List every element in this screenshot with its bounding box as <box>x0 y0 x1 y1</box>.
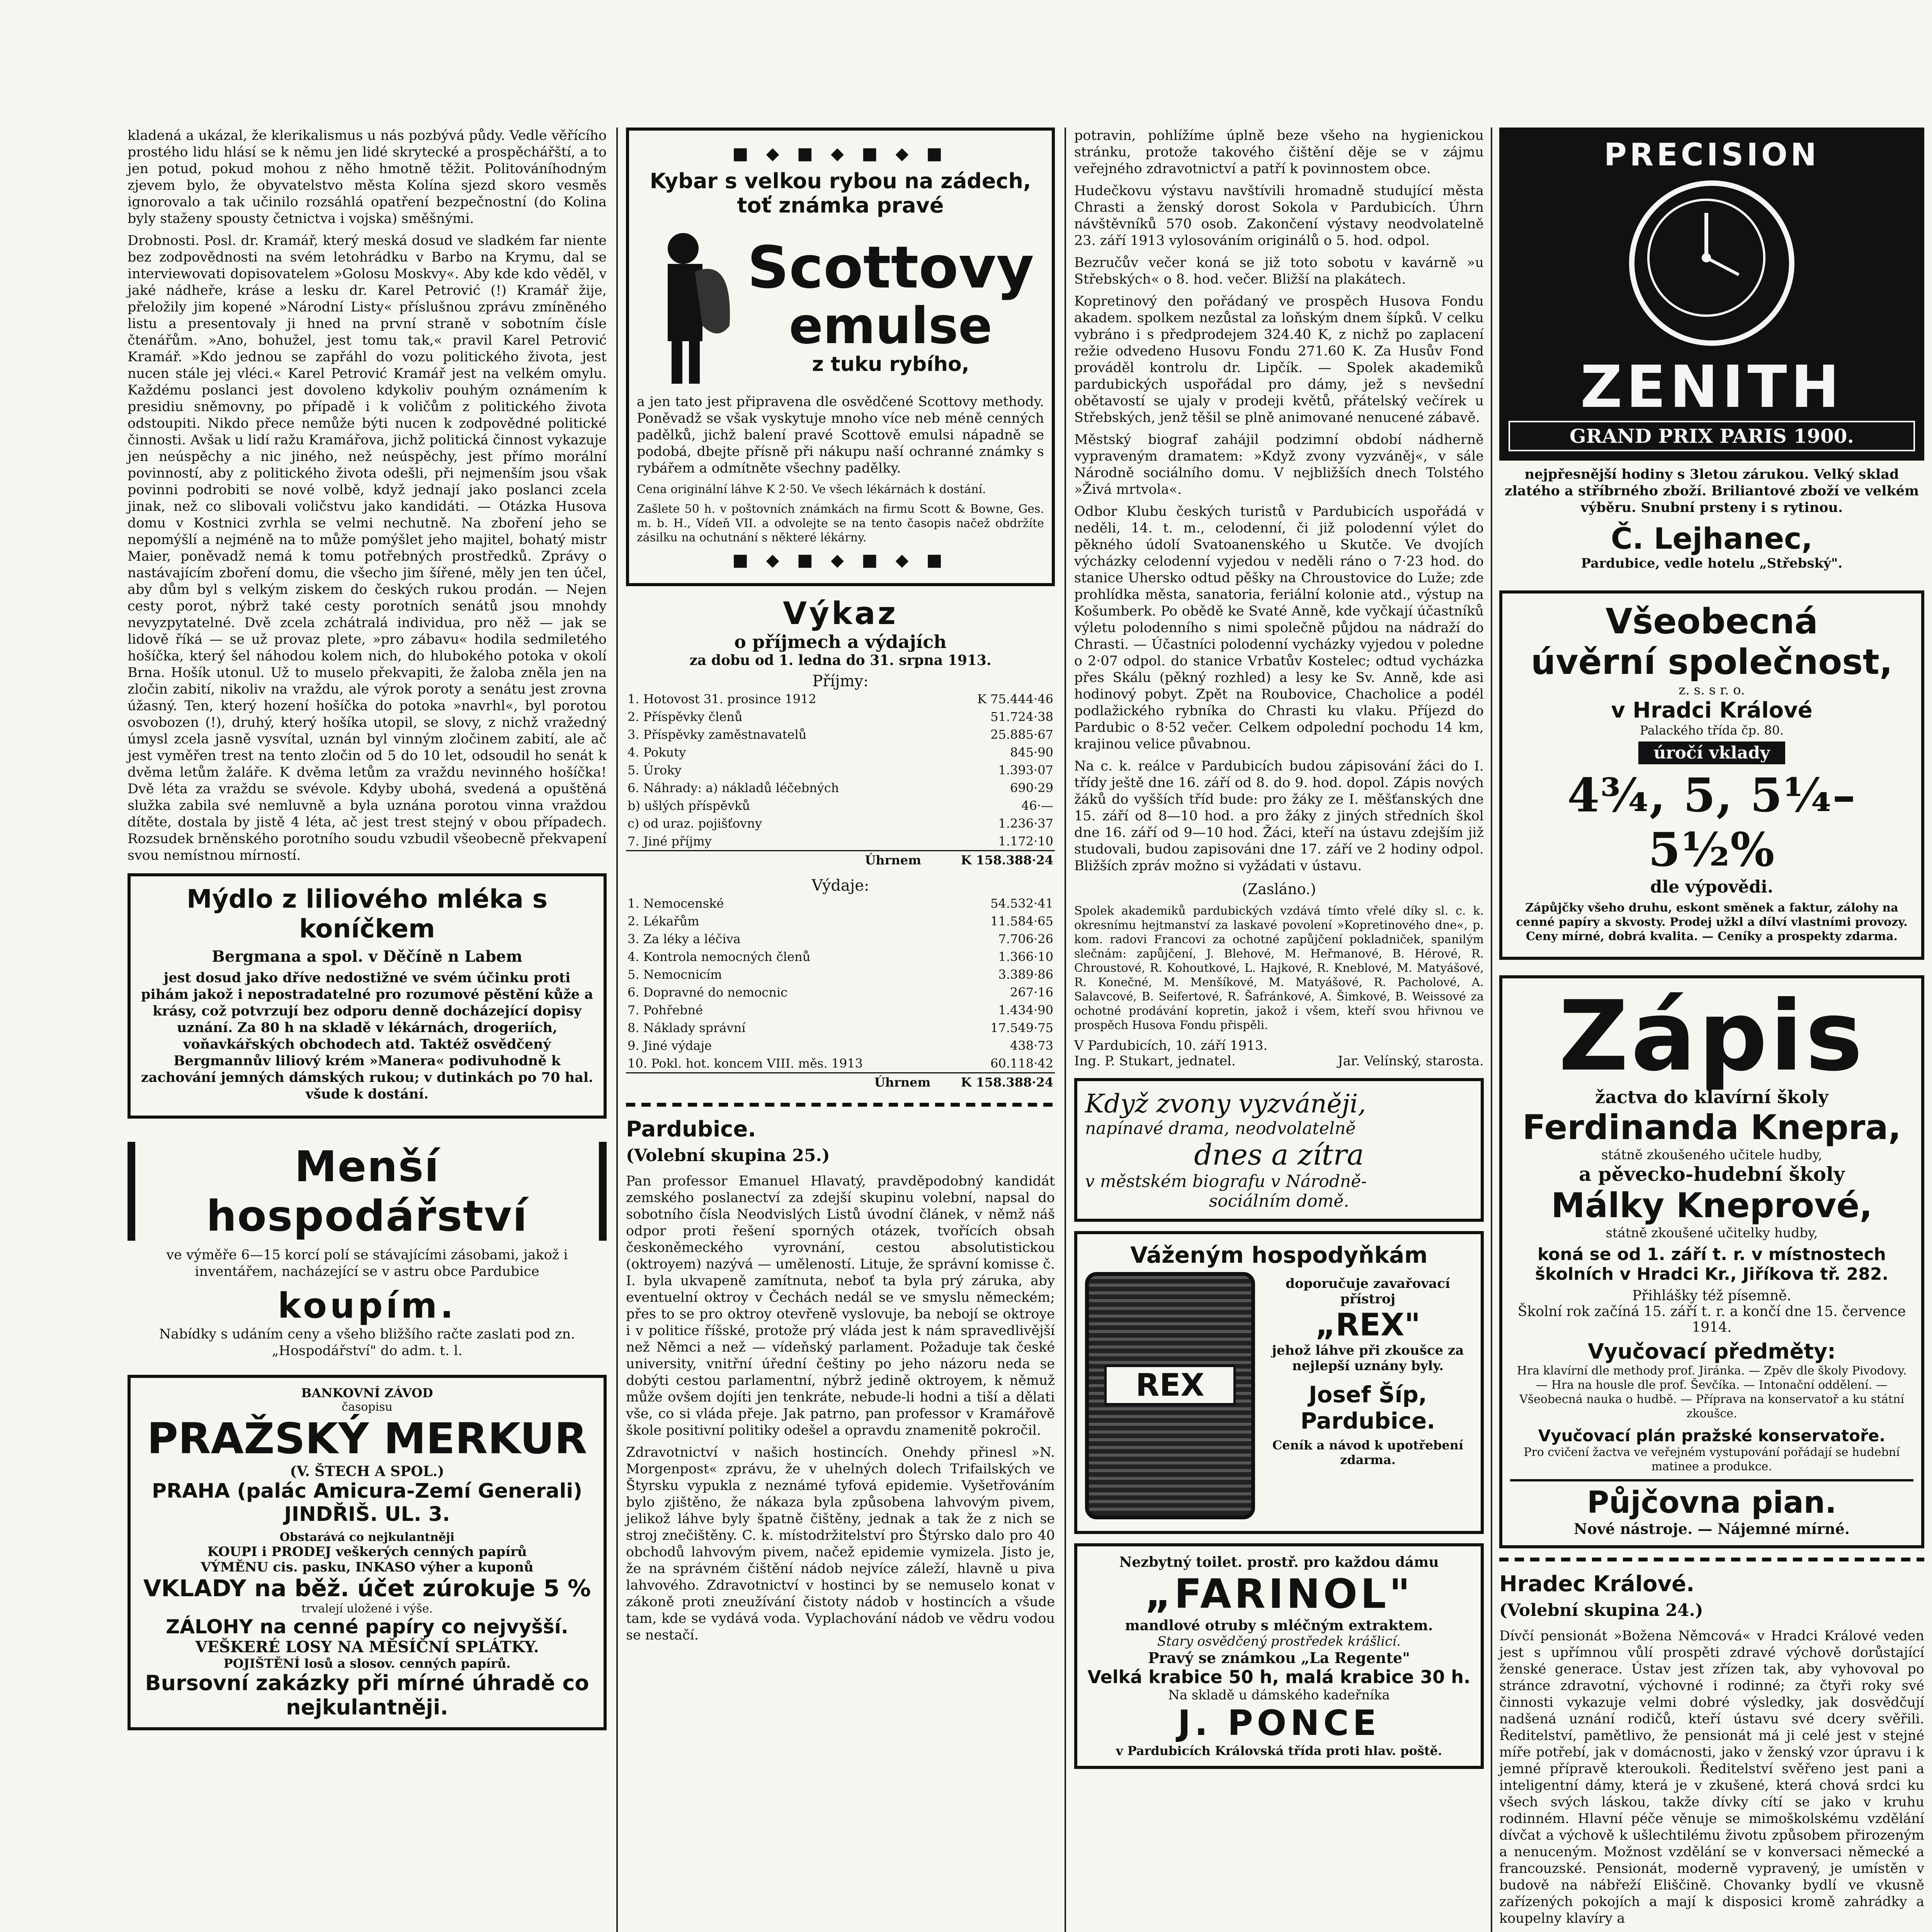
zapis-name-1: Ferdinanda Knepra, <box>1522 1107 1901 1147</box>
bank-title-2: úvěrní společnost, <box>1531 642 1893 682</box>
ad-bank-name: PRAŽSKÝ MERKUR <box>147 1414 587 1463</box>
ad-scott-body: a jen tato jest připravena dle osvědčené Scottovy methody. Poněvadž se však vyskytuje mnoho více neb méně cenných padělků, jichž balení pravé Scottově emulsi nápadně se podobá, dbejte přísně při nákupu naší ochranné známky s rybářem a odmítněte všechny padělky. <box>637 394 1044 476</box>
article-paragraph: Na c. k. reálce v Pardubicích budou zápisování žáci do I. třídy ještě dne 16. září od 8. do 9. hod. dopol. Zápis nových žáků do vyšších tříd bude: pro žáky ze I. měšťanských dne 15. září od 8—10 hod. a pro žáky z jiných středních škol dne 16. září od 9—10 hod. Žáci, kteří na ústavu zdejším již studovali, budou zapisováni dne 17. září ve 2 hodiny odpol. Bližších zpráv možno si vyžádati v ústavu. <box>1074 759 1484 874</box>
zapis-line: státně zkoušené učitelky hudby, <box>1605 1225 1818 1241</box>
ad-bank-sub: časopisu <box>342 1400 393 1414</box>
rex-desc: jehož láhve při zkoušce za nejlepší uznány byly. <box>1272 1343 1464 1374</box>
farinol-note: Stary osvědčený prostředek krášlicí. <box>1157 1634 1401 1649</box>
movie-line: napínavé drama, neodvolatelně <box>1085 1119 1356 1138</box>
ad-scott-brand: Scottovy <box>747 234 1034 301</box>
zapis-plan: Vyučovací plán pražské konservatoře. <box>1538 1426 1886 1445</box>
farinol-price: Velká krabice 50 h, malá krabice 30 h. <box>1087 1667 1471 1687</box>
thank-you-letter: Spolek akademiků pardubických vzdává tímto vřelé díky sl. c. k. okresnímu hejtmanství za laskavé povolení »Kopretinového dne«, p. kom. radovi Francovi za ochotné zapůjčení pokladniček, spanilým slečnám: zapůjčení, J. Blehové, M. Heřmanové, B. Hérové, R. Chroustové, R. Kohoutkové, L. Hajkové, R. Kneblové, M. Matyášové, R. Konečné, M. Menšíkové, M. Matyášové, R. Pacholové, A. Salavcové, B. Seifertové, R. Šafránkové, A. Šimkové, B. Weissové za ochotné prodávání kopretin, jakož i všem, kteří svou hřivnou ve prospěch Husova Fondu přispěli. <box>1074 904 1484 1032</box>
report-row-value: 51.724·38 <box>990 709 1053 724</box>
report-row <box>626 743 1055 761</box>
ad-farm-text: ve výměře 6—15 korcí polí se stávajícími zásobami, jakož i inventářem, nacházející se v astru obce Pardubice <box>166 1247 568 1279</box>
ad-bank-line: VKLADY na běž. účet zúrokuje 5 % <box>143 1575 591 1602</box>
report-row <box>626 966 1055 983</box>
article-paragraph: Pan professor Emanuel Hlavatý, pravděpodobný kandidát zemského poslanectví za zdejší skupinu volební, napsal do sobotního čísla Neodvislých Listů úvodní článek, v němž náš odpor proti řešení sporných otázek, tvořících obsah českoněmeckého vyrovnání, cestou absolutistickou (oktroyem) nazývá — uměleností. Lituje, že správní komisse č. I. byla ukvapeně zamítnuta, neboť ta byla prý záruka, aby eventuelní oktroy v Čechách nedál se ve smyslu německém; přes to se pro oktroy otevřeně vyslovuje, ba nebojí se oktroye i v politice říšské, protože prý vláda jest k nám spravedlivější než Němci a než — vídeňský parlament. Požaduje tak české university, vnitřní úřední češtiny po jeho názoru neda se dobýti cestou parlamentní, nýbrž jedině oktroyem, k němuž může ovšem dojíti jen tenkráte, nebude-li hodni a tiší a dělati vše, co si vláda přeje. Jak patrno, pan professor v Kramářově škole positivní politiky odešel a opravdu znamenitě pokročil. <box>626 1173 1055 1438</box>
report-row-value: 11.584·65 <box>990 914 1053 929</box>
rex-recommend: doporučuje zavařovací přístroj <box>1286 1276 1450 1307</box>
report-row-value: 1.434·90 <box>998 1003 1053 1017</box>
article-paragraph: Zdravotnictví v našich hostincích. Onehdy přinesl »N. Morgenpost« zprávu, že v uhelných dolech Trifailských ve Štyrsku vypukla z neznámé tyfová epidemie. Vyšetřováním bylo zjištěno, že nákaza byla způsobena lahvovým pivem, jelikož láhve byly špatně čištěny, jednak a tak že z nich se stroj znečištěny. C. k. místodržitelství pro Štýrsko dalo pro 40 obchodů lahvovým pivem, načež epidemie vymizela. Jisto je, že na správném čištění nádob nejvíce záleží, hlavně u piva lahvového. Zdravotnictví v hostinci by se nemuselo konat v zákoně proti zneužívání čistoty nádob v hostincích a všude tam, kde se vydává voda. Vyplachování nádob ve vědru vodou se nestačí. <box>626 1445 1055 1643</box>
ad-bank-line: KOUPI i PRODEJ veškerých cenných papírů <box>207 1544 527 1560</box>
report-row <box>626 726 1055 743</box>
ad-music-school <box>1499 975 1924 1548</box>
report-title: Výkaz <box>783 595 898 631</box>
report-row-value: K 75.444·46 <box>977 692 1053 706</box>
bank-note: dle výpovědi. <box>1650 877 1774 897</box>
report-row-label: c) od uraz. pojišťovny <box>628 816 762 831</box>
report-row-value: 438·73 <box>1010 1038 1053 1053</box>
report-row <box>626 832 1055 851</box>
report-row <box>626 948 1055 966</box>
report-row <box>626 1001 1055 1019</box>
movie-line: dnes a zítra <box>1194 1138 1364 1172</box>
ad-bank-line: Obstarává co nejkulantněji <box>279 1531 455 1544</box>
zapis-line: koná se od 1. září t. r. v místnostech školních v Hradci Kr., Jiříkova tř. 282. <box>1535 1245 1889 1284</box>
ad-bank-top: BANKOVNÍ ZÁVOD <box>301 1386 433 1400</box>
section-sub-pardubice: (Volební skupina 25.) <box>626 1146 830 1165</box>
zapis-line: Přihlášky též písemně. <box>1632 1288 1791 1304</box>
report-row-label: 3. Příspěvky zaměstnavatelů <box>628 727 807 742</box>
report-row-label: 4. Pokuty <box>628 745 686 760</box>
report-total-row <box>626 1073 1055 1092</box>
article-paragraph: Drobnosti. Posl. dr. Kramář, který meská dosud ve sladkém far niente bez zodpovědnosti na svém letohrádku v Barbo na Krymu, dal se interviewovati dopisovatelem »Golosu Moskvy«. Aby kde kdo věděl, v jaké nádheře, kráse a lesku dr. Karel Petrović (!) Kramář žije, přeložily jim kopené »Národní Listy« příslušnou zprávu zmíněného listu a presentovaly ji hned na první straně v sobotním čísle čtenářům. »Ano, bohužel, jest tomu tak,« pravil Karel Petrović Kramář. »Kdo jednou se zapřáhl do vozu politického života, jest nucen stále jej vléci.« Karel Petrović Kramář jest na velkém omylu. Každému poslanci jest dovoleno kdykoliv pouhým oznámením k presidiu sněmovny, po případě i k voličům z politického života odstoupiti. Nikdo přece nemůže býti nucen k zodpovědné politické činnosti. Avšak u lidí ražu Kramářova, jichž politická činnost vykazuje jen neúspěchy a nic jiného, než neúspěchy, jest přímo morální povinností, aby z politického života odešli, při nejmenším jsou však povinni podrobiti se nové volbě, když jednají jako poslanci zcela jinak, než co slibovali voličstvu jako kandidáti. — Otázka Husova domu v Kostnici zvrhla se velmi nechutně. Na zboření jeho se nepomýšlí a nejméně na to může pomýšlet jeho majitel, bohatý mistr Maier, poněvadž nemá k tomu potřebných prostředků. Zprávy o nastávajícím zboření domu, die všecho jim šířené, měly jen ten účel, aby dům byl s velkým ziskem do českých rukou prodán. — Nejen cesty porot, nýbrž také cesty porotních senátů jsou mnohdy nevyzpytatelné. Dvě zcela zchátralá individua, pro něž — jak se lidově říká — se už provaz plete, »pro zábavu« hodila sedmiletého hošíčka, který šel náhodou kolem nich, do hlubokého potoka v okolí Brna. Hošík utonul. Už to muselo překvapiti, že žaloba zněla jen na zločin zabití, nikoliv na vraždu, ale výrok poroty a senátu jest zrovna úžasný. Ten, který hození hošíčka do potoka »navrhl«, byl porotou osvobozen (!), druhý, který hošíka utopil, se slovy, z nichž vražedný úmysl zcela jasně vysvítal, uznán byl vinným zločinem zabití, ale ač jest vyměřen trest na tento zločin od 5 do 10 let, odsoudil ho senát k dvěma letům žaláře. K dvěma letům za vraždu nevinného hošíčka! Dvě léta za vraždu se svévole. Kdyby ubohá, svedená a opuštěná služka zabila své nemluvně a byla uznána porotou vinna vraždou dítěte, dostala by jistě 4 léta, ač jest trest stejný v obou případech. Rozsudek brněnského porotního soudu vzbudil všeobecně překvapení svou nemístnou mírností. <box>128 233 607 863</box>
article-paragraph: Hudečkovu výstavu navštívili hromadně studující města Chrasti a ženský dorost Sokola v Pardubicích. Úhrn návštěvníků 570 osob. Zakončení výstavy neodvolatelně 23. září 1913 vylosováním originálů o 5. hod. odpol. <box>1074 183 1484 248</box>
column-1 <box>128 128 607 1740</box>
section-head-hradec: Hradec Králové. <box>1499 1571 1695 1597</box>
ad-rex <box>1074 1231 1484 1534</box>
ad-bank-line: VÝMĚNU cis. pasku, INKASO výher a kuponů <box>201 1560 534 1575</box>
ad-soap-text: jest dosud jako dříve nedostižné ve svém účinku proti pihám jakož i nepostradatelné pro rozumové pěstění kůže a krásy, což potvrzují bez odporu denně docházející dopisy uznání. Za 80 h na skladě v lékárnách, drogeriích, voňavkářských obchodech atd. Taktéž osvědčený Bergmannův liliový krém »Manera« podivuhodně k zachování jemných dámských rukou; v dutinkách po 70 hal. všude k dostání. <box>141 970 594 1102</box>
article-paragraph: Městský biograf zahájil podzimní období nádherně vypraveným dramatem: »Když zvony vyzváněj«, v sále Národně sociálního domu. V nejbližších dnech Tolstého »Živá mrtvola«. <box>1074 432 1484 497</box>
bank-address: Palackého třída čp. 80. <box>1639 723 1784 738</box>
ad-bank-line: POJIŠTĚNÍ losů a slosov. cenných papírů. <box>223 1656 511 1671</box>
article-paragraph: Odbor Klubu českých turistů v Pardubicích uspořádá v neděli, 14. t. m., celodenní, či již polodenní výlet do pěkného údolí Svatoanenského u Skutče. Ve dvojích výcházky celodenní vyjedou v neděli ráno o 7·23 hod. do stanice Uhersko odtud pěšky na Chroustovice do Luže; zde prohlídka města, sanatoria, feriální kolonie atd., výstup na Košumberk. Po obědě ke Svaté Anně, kde vyčkají účastníků výletu polodenního s nimi společně půjdou na nádraží do Chrasti. — Účastníci polodenní vycházky vyjedou v poledne o 2·07 odpol. do stanice Vrbatův Kostelec; odtud vycházka přes Skálu (pěkný rozhled) a lesy ke Sv. Anně, kde asi hodinový pobyt. Zpět na Roubovice, Chacholice a podél podlažického rybníka do Chrasti ku vlaku. Příjezd do Pardubic o 8·52 večer. Celkem odpolední pochodu 14 km, krajinou velice půvabnou. <box>1074 504 1484 752</box>
ad-soap-title: Mýdlo z liliového mléka s koníčkem <box>186 884 548 944</box>
report-row-label: 2. Příspěvky členů <box>628 709 743 724</box>
ad-farm-note: Nabídky s udáním ceny a všeho bližšího račte zaslati pod zn. „Hospodářství" do adm. t. l. <box>159 1327 575 1359</box>
ad-scott-border-dots: ■ ◆ ■ ◆ ■ ◆ ■ <box>732 550 949 570</box>
report-total-label: Úhrnem <box>626 1073 932 1092</box>
letter-sign-right: Jar. Velínský, starosta. <box>1338 1053 1484 1069</box>
bank-interest-rate: 4¾, 5, 5¼–5½% <box>1567 768 1856 877</box>
report-total-value: K 158.388·24 <box>932 1073 1055 1092</box>
report-row-value: 845·90 <box>1010 745 1053 760</box>
report-row-label: 8. Náklady správní <box>628 1020 746 1035</box>
rex-catalog: Ceník a návod k upotřebení zdarma. <box>1272 1438 1464 1467</box>
section-divider <box>1499 1558 1924 1561</box>
farinol-top: Nezbytný toilet. prostř. pro každou dámu <box>1119 1554 1439 1570</box>
farinol-desc: mandlové otruby s mléčným extraktem. <box>1125 1617 1433 1634</box>
financial-report <box>626 595 1055 1091</box>
report-row-value: 1.236·37 <box>998 816 1053 831</box>
piano-rental-title: Půjčovna pian. <box>1510 1479 1913 1520</box>
zapis-subjects-head: Vyučovací předměty: <box>1588 1339 1836 1364</box>
zaslano-label: (Zasláno.) <box>1242 881 1316 898</box>
report-row-label: 5. Nemocnicím <box>628 967 722 982</box>
ad-bank-merkur <box>128 1375 607 1730</box>
article-paragraph: Bezručův večer koná se již toto sobotu v kavárně »u Střebských« o 8. hod. večer. Bližší na plakátech. <box>1074 255 1484 287</box>
report-row-value: 1.393·07 <box>998 763 1053 777</box>
zapis-line: státně zkoušeného učitele hudby, <box>1601 1147 1822 1163</box>
report-total-row <box>626 851 1055 869</box>
report-row-label: 2. Lékařům <box>628 914 699 929</box>
column-2 <box>626 128 1055 1649</box>
farinol-stock: Na skladě u dámského kadeřníka <box>1168 1687 1390 1703</box>
bank-text: Zápůjčky všeho druhu, eskont směnek a faktur, zálohy na cenné papíry a skvosty. Prodej užkl a dílví vlastními provozy. Ceny mírné, dobrá kvalita. — Ceníky a prospekty zdarma. <box>1516 901 1908 943</box>
movie-line: v městském biografu v Národně- <box>1085 1172 1367 1191</box>
fisherman-with-fish-icon <box>637 225 737 388</box>
report-row-label: 5. Úroky <box>628 763 682 777</box>
report-row <box>626 1019 1055 1037</box>
zenith-address: Pardubice, vedle hotelu „Střebský". <box>1581 556 1843 571</box>
report-expense-label: Výdaje: <box>811 877 869 895</box>
ad-farm-verb: koupím. <box>277 1286 457 1326</box>
report-row <box>626 761 1055 779</box>
report-row-value: 7.706·26 <box>998 932 1053 946</box>
zapis-line: Školní rok začíná 15. září t. r. a končí dne 15. července 1914. <box>1517 1304 1906 1335</box>
pocket-watch-icon <box>1629 180 1794 346</box>
farinol-brand: „FARINOL" <box>1145 1570 1413 1617</box>
ad-scott-send: Zašlete 50 h. v poštovních známkách na firmu Scott & Bowne, Ges. m. b. H., Vídeň VII. a odvolejte se na tento časopis načež obdržíte zásilku na ochutnání s některé lékárny. <box>637 502 1044 544</box>
ad-bank-city: PRAHA (palác Amicura-Zemí Generali) JINDŘIŠ. UL. 3. <box>151 1480 583 1526</box>
report-row <box>626 1037 1055 1054</box>
movie-line: Když zvony vyzváněji, <box>1085 1089 1366 1119</box>
report-income-label: Příjmy: <box>812 672 869 690</box>
report-row-label: 6. Náhrady: a) nákladů léčebných <box>628 781 839 795</box>
column-3 <box>1074 128 1484 1778</box>
section-head-pardubice: Pardubice. <box>626 1117 756 1142</box>
ad-bank-line: ZÁLOHY na cenné papíry co nejvyšší. <box>166 1616 568 1638</box>
letter-sign-left: Ing. P. Stukart, jednatel. <box>1074 1053 1236 1069</box>
report-row-value: 1.366·10 <box>998 949 1053 964</box>
zapis-subjects: Hra klavírní dle methody prof. Jiránka. — Zpěv dle školy Pivodovy. — Hra na housle dle prof. Ševčíka. — Intonační oddělení. — Všeobecná nauka o hudbě. — Příprava na konservatoř a ku státní zkoušce. <box>1517 1364 1907 1420</box>
report-row-value: 54.532·41 <box>990 896 1053 911</box>
farinol-address: v Pardubicích Královská třída proti hlav. poště. <box>1116 1743 1442 1758</box>
report-row-label: 1. Nemocenské <box>628 896 724 911</box>
report-row <box>626 815 1055 832</box>
column-rule <box>1491 128 1492 1932</box>
zapis-note: Pro cvičení žactva ve veřejném vystupování pořádají se hudební matinee a produkce. <box>1524 1446 1900 1473</box>
report-row-label: 4. Kontrola nemocných členů <box>628 949 811 964</box>
report-row <box>626 708 1055 726</box>
ad-soap-firm: Bergmana a spol. v Děčíně n Labem <box>212 947 522 966</box>
rex-brand: „REX" <box>1315 1307 1421 1343</box>
rex-seller: Josef Šíp, Pardubice. <box>1300 1381 1435 1434</box>
zapis-line: a pěvecko-hudební školy <box>1578 1163 1845 1185</box>
zenith-brand: PRECISION <box>1604 137 1820 173</box>
report-period: za dobu od 1. ledna do 31. srpna 1913. <box>689 652 992 668</box>
ad-bank-firm: (V. ŠTECH A SPOL.) <box>290 1463 444 1480</box>
report-row-value: 60.118·42 <box>990 1056 1053 1071</box>
report-row-value: 3.389·86 <box>998 967 1053 982</box>
section-sub-hradec: (Volební skupina 24.) <box>1499 1600 1703 1620</box>
report-row-value: 25.885·67 <box>990 727 1053 742</box>
report-row-label: b) ušlých příspěvků <box>628 798 750 813</box>
ad-scott-price: Cena originální láhve K 2·50. Ve všech lékárnách k dostání. <box>637 483 986 496</box>
ad-soap <box>128 873 607 1119</box>
letter-place: V Pardubicích, 10. září 1913. <box>1074 1038 1268 1053</box>
rex-can-label: REX <box>1104 1365 1236 1405</box>
report-row <box>626 895 1055 912</box>
column-rule <box>1065 128 1066 1932</box>
ad-farinol <box>1074 1543 1484 1769</box>
zapis-name-2: Málky Kneprové, <box>1551 1185 1872 1225</box>
report-row-label: 1. Hotovost 31. prosince 1912 <box>628 692 816 706</box>
report-row-value: 267·16 <box>1010 985 1053 1000</box>
report-total-value: K 158.388·24 <box>923 851 1055 869</box>
ad-bank-line: trvalejí uložené i výše. <box>301 1602 433 1616</box>
income-table <box>626 690 1055 869</box>
report-row <box>626 797 1055 815</box>
movie-line: sociálním domě. <box>1209 1191 1349 1211</box>
rex-head: Váženým hospodyňkám <box>1130 1242 1428 1268</box>
report-row <box>626 779 1055 797</box>
ad-farm-title: Menší hospodářství <box>128 1142 607 1241</box>
zenith-seller: Č. Lejhanec, <box>1611 521 1813 556</box>
ad-credit-bank <box>1499 590 1924 960</box>
report-row-label: 10. Pokl. hot. koncem VIII. měs. 1913 <box>628 1056 863 1071</box>
ad-scott-border-dots: ■ ◆ ■ ◆ ■ ◆ ■ <box>732 144 949 163</box>
ad-scott-word: emulse <box>789 296 993 355</box>
ad-movie <box>1074 1078 1484 1222</box>
ad-scott-headline: Kybar s velkou rybou na zádech, toť známka pravé <box>650 169 1031 218</box>
report-row <box>626 912 1055 930</box>
report-row-value: 17.549·75 <box>990 1020 1053 1035</box>
preserving-jar-icon <box>1085 1272 1255 1519</box>
zenith-name: ZENITH <box>1580 354 1844 421</box>
report-row-label: 9. Jiné výdaje <box>628 1038 712 1053</box>
report-row-label: 7. Jiné příjmy <box>628 834 712 849</box>
report-row-value: 690·29 <box>1010 781 1053 795</box>
ad-scott <box>626 128 1055 586</box>
farinol-mark: Pravý se známkou „La Regente" <box>1148 1649 1410 1667</box>
report-row-value: 1.172·10 <box>998 834 1053 849</box>
report-row <box>626 690 1055 708</box>
report-row <box>626 930 1055 948</box>
report-row-label: 7. Pohřebné <box>628 1003 703 1017</box>
article-paragraph: potravin, pohlížíme úplně beze všeho na hygienickou stránku, protože takového čištění děje se v zájmu veřejného zdravotnictví a patří k povinnostem obce. <box>1074 128 1484 177</box>
zenith-prize: GRAND PRIX PARIS 1900. <box>1509 421 1915 451</box>
ad-bank-line: VEŠKERÉ LOSY NA MĚSÍČNÍ SPLÁTKY. <box>195 1638 539 1656</box>
ad-farm <box>128 1142 607 1359</box>
zenith-text: nejpřesnější hodiny s 3letou zárukou. Velký sklad zlatého a stříbrného zboží. Briliantové zboží ve velkém výběru. Snubní prsteny i s rytinou. <box>1504 466 1919 515</box>
report-total-label: Úhrnem <box>626 851 923 869</box>
section-divider <box>626 1103 1055 1107</box>
ad-scott-sub: z tuku rybího, <box>812 353 969 376</box>
bank-form: z. s. s r. o. <box>1679 682 1745 698</box>
report-subtitle: o příjmech a výdajích <box>734 631 947 652</box>
report-row <box>626 1054 1055 1073</box>
article-paragraph: Dívčí pensionát »Božena Němcová« v Hradci Králové veden jest s upřímnou vůlí prospěti zdravé výchově dorůstající ženské generace. Ústav jest zřízen tak, aby vyhovoval po stránce zdravotní, výchovné i rodinné; za čtyři roky své činnosti vykazuje velmi dobré výsledky, jak dosvědčují nadšená uznání rodičů, kteří ústavu své dcery svěřili. Ředitelství, pamětlivo, že pensionát má ji celé jest v stejné míře potřebí, jak v domácnosti, jako v ženský vzor úpravu i k jemné přípravě kteroukoli. Ředitelství svěřeno jest pani a inteligentní dámy, která je v zkušené, která chová srdci ku všech svých láskou, takže dívky cítí se jako v kruhu rodinném. Hlavní péče věnuje se mimoškolskému vzdělání dívčat a výchově k ušlechtilému životu způsobem přirozeným a nenuceným. Možnost vzdělání se v konversaci německé a francouzské. Pensionát, moderně vypravený, je umístěn v budově na nábřeží Eliščině. Chovanky bydlí ve vkusně zařízených pokojích a mají k disposici kromě zahrádky a koupelny klavíry a <box>1499 1628 1924 1926</box>
ad-zenith <box>1499 128 1924 461</box>
column-4 <box>1499 128 1924 1932</box>
bank-city: v Hradci Králové <box>1611 698 1813 723</box>
bank-label: úročí vklady <box>1638 742 1786 764</box>
report-row-label: 6. Dopravné do nemocnic <box>628 985 788 1000</box>
article-paragraph: Kopretinový den pořádaný ve prospěch Husova Fondu akadem. spolkem nezůstal za loňským dnem šípků. V celku vybráno i s předprodejem 324.40 K, z nichž po zaplacení režie odvedeno Husovu Fondu 271.60 K. Za Husův Fond prováděl kontrolu dr. Lipčík. — Spolek akademiků pardubických uspořádal pro dámy, jež s nevšední obětavostí se ujaly v prodeji květů, přátelský večírek u Střebských, jenž těšil se plně animované nenucené zábavě. <box>1074 294 1484 425</box>
article-paragraph: kladená a ukázal, že klerikalismus u nás pozbývá půdy. Vedle věřícího prostého lidu hlásí se k němu jen lidé skrytecké a prospěchářští, a to jen potud, pokud mohou z něho hmotně těžit. Politováníhodným zjevem bylo, že obyvatelstvo města Kolína sjezd skoro vesměs ignorovalo a tak učinilo rozsáhlá opatření bezpečnostní (do Kolina byly staženy spousty četnictva i vojska) směšnými. <box>128 128 607 226</box>
zapis-title: Zápis <box>1558 980 1865 1092</box>
report-row-value: 46·— <box>1021 798 1053 813</box>
zapis-line: žactva do klavírní školy <box>1595 1087 1828 1107</box>
farinol-seller: J. PONCE <box>1177 1703 1381 1743</box>
ad-bank-line: Bursovní zakázky při mírné úhradě co nejkulantněji. <box>145 1671 589 1719</box>
report-row <box>626 983 1055 1001</box>
report-row-label: 3. Za léky a léčiva <box>628 932 741 946</box>
column-rule <box>616 128 618 1932</box>
bank-title-1: Všeobecná <box>1605 601 1818 642</box>
piano-rental-sub: Nové nástroje. — Nájemné mírné. <box>1574 1520 1850 1537</box>
expense-table <box>626 895 1055 1091</box>
